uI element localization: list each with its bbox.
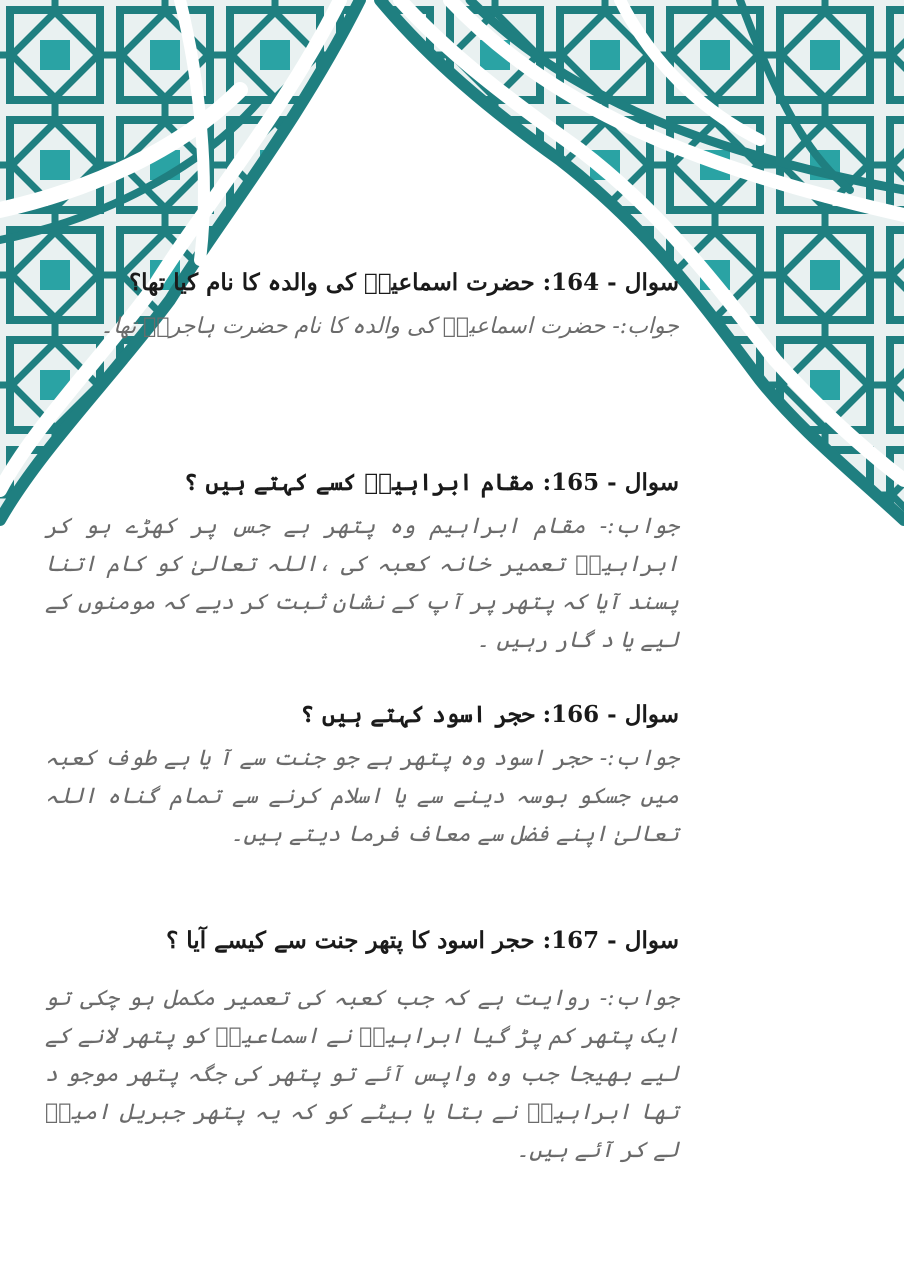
answer-166: جواب:- حجر اسود وہ پتھر ہے جو جنت سے آ یا ہے طوف کعبہ میں جسکو بوسہ دینے سے یا اسلام کرنے سے تمام گناہ اللہ تعالیٰ اپنے فضل سے معاف فرما دیتے ہیں۔: [45, 746, 679, 847]
qa-item-166: [45, 694, 679, 920]
answer-165: جواب:- مقام ابراہیم وہ پتھر ہے جس پر کھڑے ہو کر ابراہیمؑ تعمیر خانہ کعبہ کی ،اللہ تعالیٰ کو کام اتنا پسند آیا کہ پتھر پر آپ کے نشان ثبت کر دیے کہ مومنوں کے لیے یا د گار رہیں ۔: [45, 514, 679, 653]
question-166: سوال - 166: حجر اسود کہتے ہیں ؟: [300, 701, 679, 728]
answer-167: جواب:- روایت ہے کہ جب کعبہ کی تعمیر مکمل ہو چکی تو ایک پتھر کم پڑ گیا ابراہیمؑ نے اسماعیلؑ کو پتھر لانے کے لیے بھیجا جب وہ واپس آئے تو پتھر کی جگہ پتھر موجو د تھا ابراہیمؑ نے بتا یا بیٹے کو کہ یہ پتھر جبریل امینؑ لے کر آئے ہیں۔: [45, 986, 679, 1163]
qa-content: [45, 262, 679, 1262]
qa-item-167: [45, 920, 679, 1220]
question-164: سوال - 164: حضرت اسماعیلؑ کی والدہ کا نام کیا تھا؟: [128, 269, 679, 296]
question-167: سوال - 167: حجر اسود کا پتھر جنت سے کیسے آیا ؟: [166, 927, 679, 954]
question-165: سوال - 165: مقام ابراہیمؑ کسے کہتے ہیں ؟: [184, 469, 679, 496]
answer-164: جواب:- حضرت اسماعیلؑ کی والدہ کا نام حضرت ہاجرہؑ تھا۔: [100, 314, 679, 339]
qa-item-165: [45, 462, 679, 694]
qa-item-164: [45, 262, 679, 462]
